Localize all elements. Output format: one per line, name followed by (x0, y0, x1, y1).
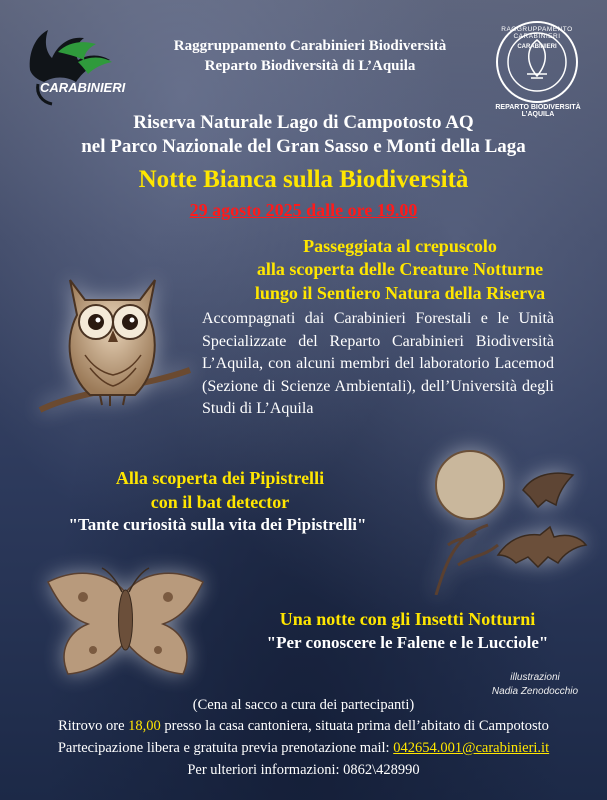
insects-heading: Una notte con gli Insetti Notturni (279, 609, 536, 629)
header-line-1: Raggruppamento Carabinieri Biodiversità (173, 38, 447, 54)
seal-caption: REPARTO BIODIVERSITÀ L’AQUILA (495, 104, 581, 118)
walk-description: Accompagnati dai Carabinieri Forestali e le Unità Specializzate del Reparto Carabinieri Biodiversità L’Aquila, con alcuni membri del laboratorio Lacemod (Sezione di Scienze Ambientali), dell’Università degli Studi di L’Aquila (202, 310, 554, 417)
bats-tagline: "Tante curiosità sulla vita dei Pipistrelli" (68, 515, 367, 534)
owl-illustration (30, 260, 195, 420)
seal-text-top: RAGGRUPPAMENTO CARABINIERI (501, 26, 573, 40)
footer-booking (0, 740, 607, 757)
footer-dinner-note: (Cena al sacco a cura dei partecipanti) (192, 697, 415, 713)
flame-leaf-icon (18, 22, 118, 112)
moth-illustration (38, 562, 213, 682)
walk-heading-2: alla scoperta delle Creature Notturne (256, 259, 544, 279)
walk-heading-3: lungo il Sentiero Natura della Riserva (254, 283, 546, 303)
carabinieri-logo (18, 22, 126, 112)
bats-heading-1: Alla scoperta dei Pipistrelli (115, 468, 325, 488)
bats-heading-2: con il bat detector (150, 492, 290, 512)
footer-info-phone: Per ulteriori informazioni: 0862\428990 (187, 762, 420, 778)
subtitle-line-1: Riserva Naturale Lago di Campotosto AQ (133, 112, 474, 133)
header-line-2: Reparto Biodiversità di L’Aquila (204, 58, 416, 74)
booking-email-link[interactable]: 042654.001@carabinieri.it (393, 740, 550, 756)
event-date: 29 agosto 2025 dalle ore 19.00 (189, 200, 418, 220)
event-title: Notte Bianca sulla Biodiversità (138, 166, 469, 193)
footer-booking-text: Partecipazione libera e gratuita previa prenotazione mail: (57, 740, 394, 756)
subtitle-line-2: nel Parco Nazionale del Gran Sasso e Monti della Laga (81, 136, 526, 157)
insects-tagline: "Per conoscere le Falene e le Lucciole" (266, 633, 549, 652)
bat-icon (428, 445, 588, 595)
footer-meeting-point (0, 718, 607, 735)
seal-text-center: CARABINIERI (517, 44, 557, 50)
illustration-credit-label: illustrazioni (510, 672, 560, 683)
illustration-credit-name: Nadia Zenodocchio (491, 686, 579, 697)
logo-text: CARABINIERI (40, 80, 126, 95)
footer-meeting-text-b: presso la casa cantoniera, situata prima dell’abitato di Campotosto (160, 718, 549, 734)
moth-icon (38, 562, 213, 682)
footer-meeting-time: 18,00 (128, 718, 161, 734)
owl-icon (30, 260, 195, 420)
bats-illustration (428, 445, 588, 595)
footer-meeting-text-a: Ritrovo ore (58, 718, 129, 734)
reparto-seal (487, 18, 587, 118)
walk-heading-1: Passeggiata al crepuscolo (303, 236, 497, 256)
